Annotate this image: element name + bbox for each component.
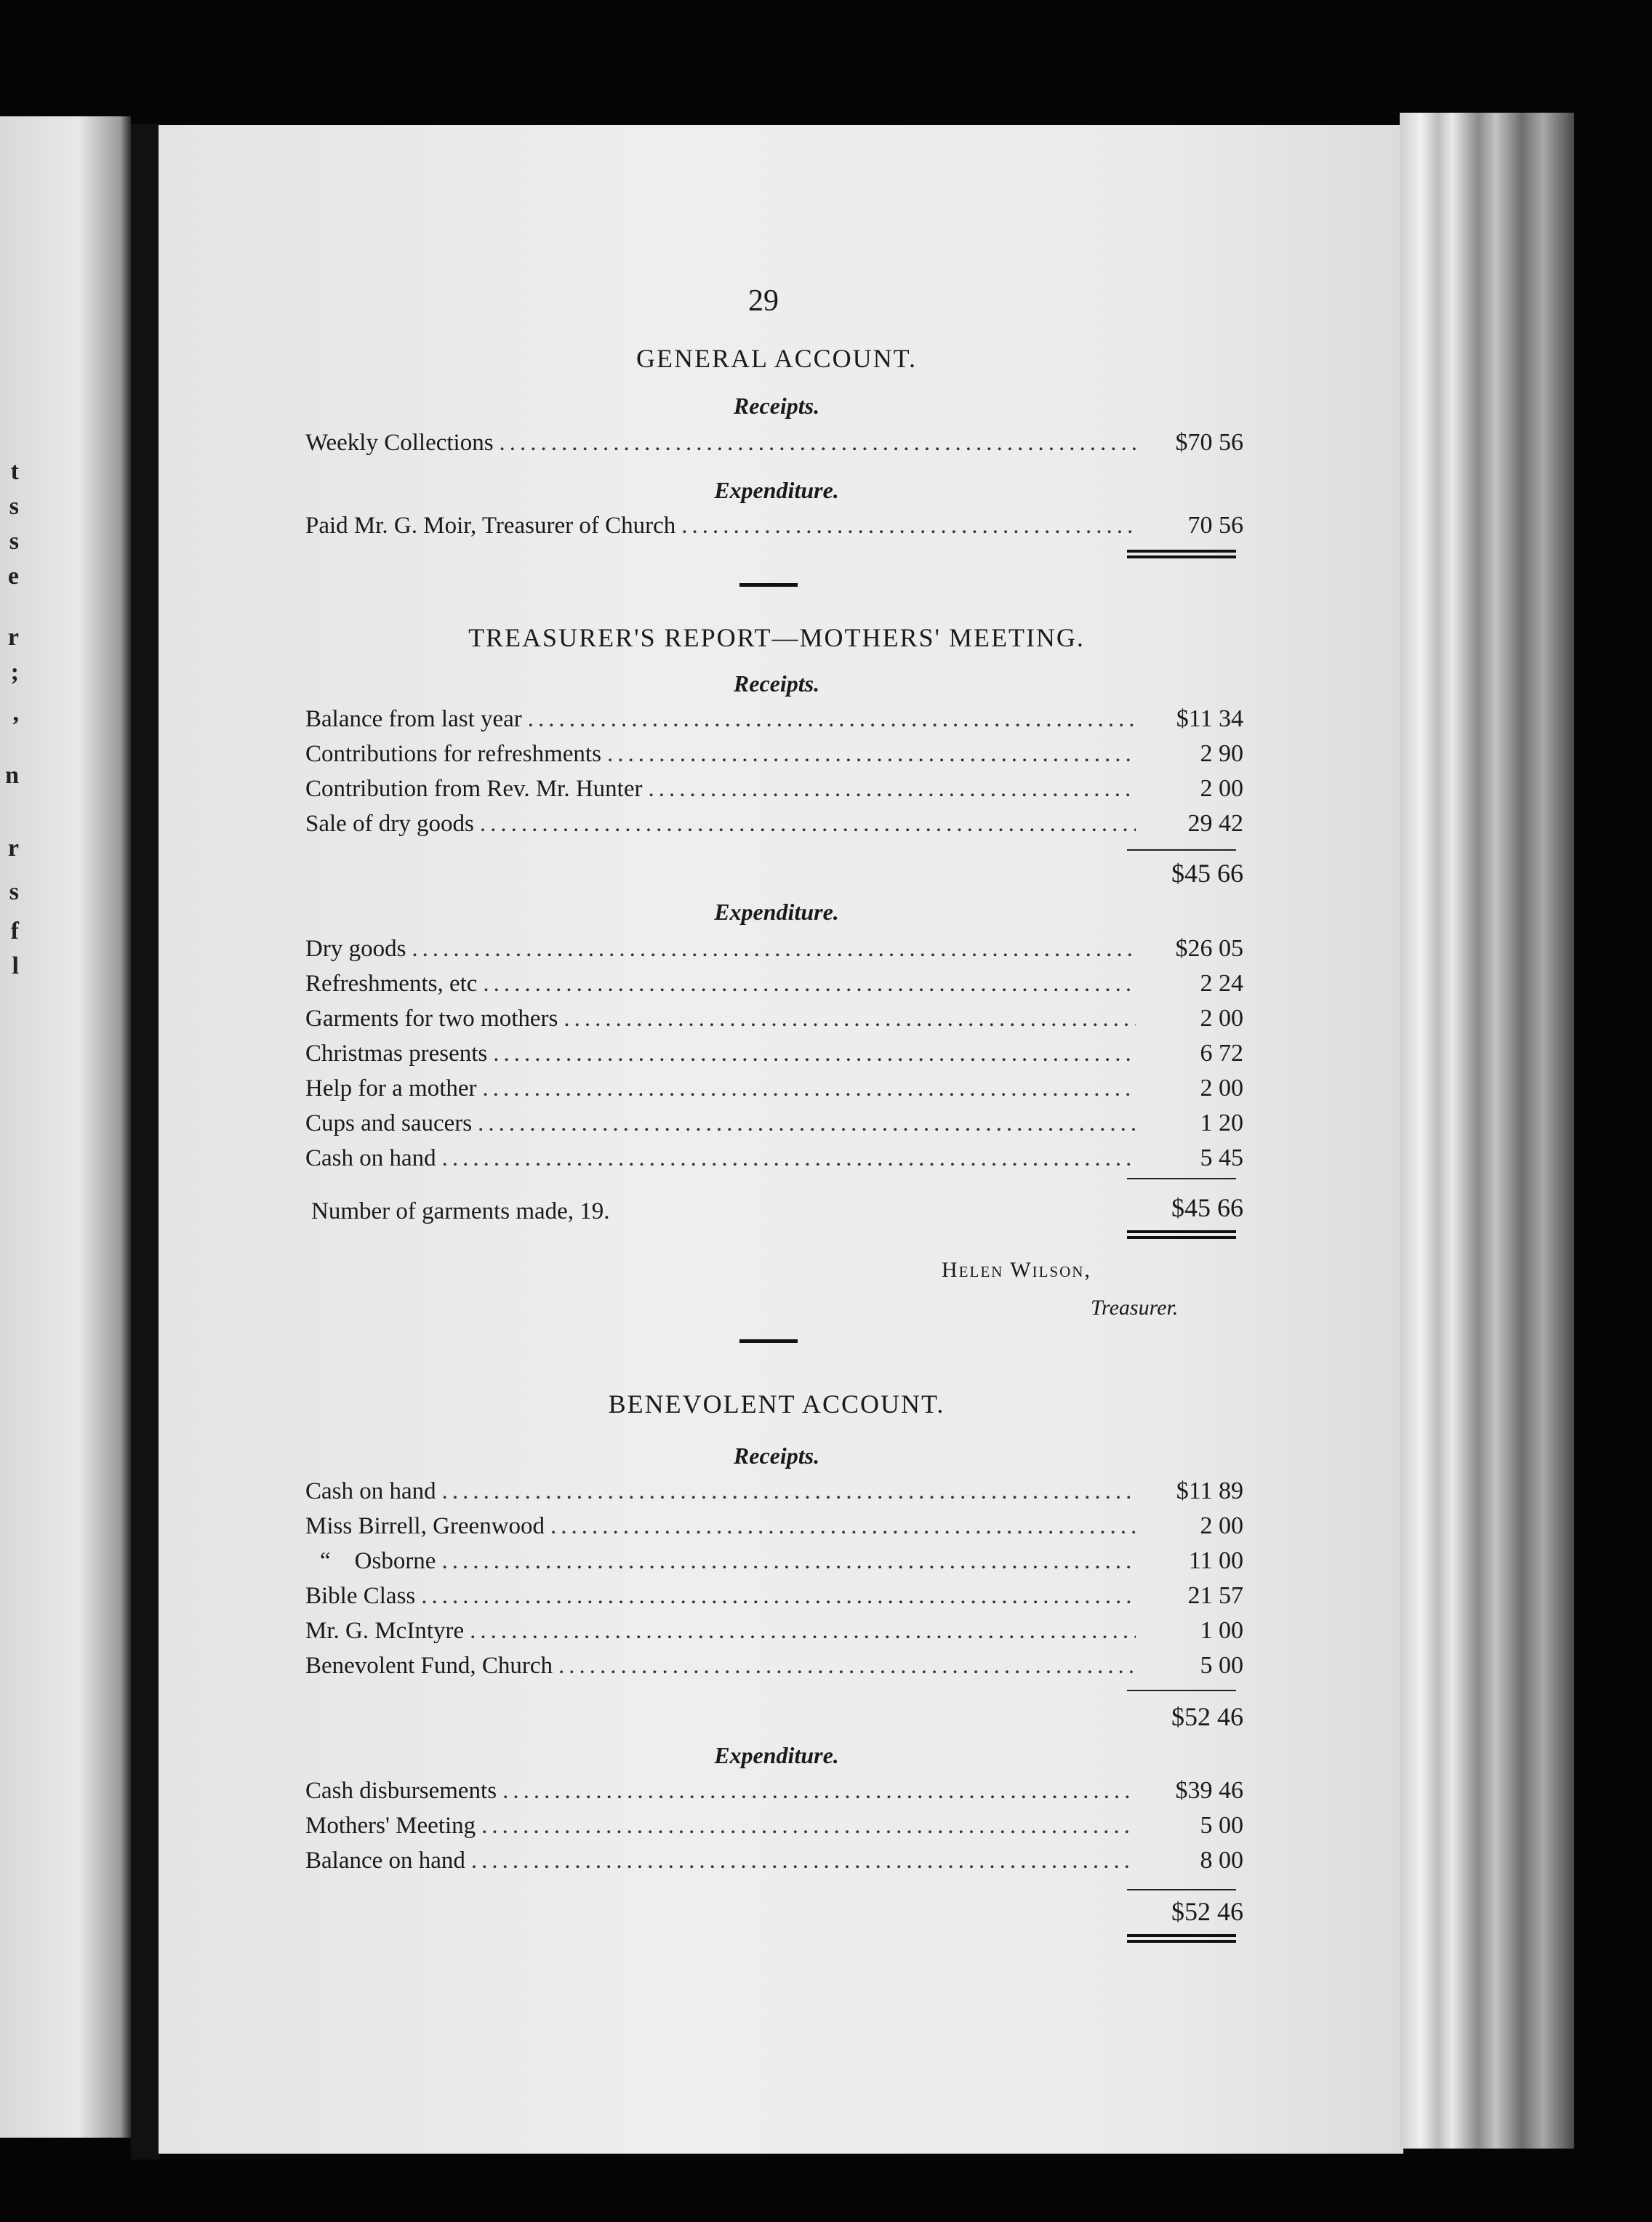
margin-letter: r <box>7 835 19 862</box>
ledger-label: “ Osborne <box>320 1548 436 1574</box>
benevolent-receipts-heading: Receipts. <box>733 1443 820 1469</box>
margin-letter: ; <box>10 659 19 686</box>
ledger-row <box>305 935 1243 968</box>
ledger-row <box>305 1005 1243 1038</box>
ledger-amount: 6 72 <box>1200 1040 1243 1067</box>
benevolent-expenditure-total: $52 46 <box>1171 1897 1243 1926</box>
ledger-label: Dry goods <box>305 936 406 962</box>
ledger-row <box>305 429 1243 462</box>
margin-letter: n <box>5 762 19 789</box>
benevolent-expenditure-heading: Expenditure. <box>714 1742 839 1768</box>
ledger-row <box>305 970 1243 1003</box>
margin-letter: s <box>9 878 19 905</box>
ledger-amount: $11 89 <box>1176 1477 1243 1504</box>
leader-dots <box>470 1618 1136 1645</box>
ledger-row <box>305 1652 1243 1685</box>
leader-dots <box>502 1778 1136 1805</box>
leader-dots <box>481 1813 1136 1840</box>
ledger-amount: 5 45 <box>1200 1144 1243 1171</box>
ledger-label: Balance on hand <box>305 1848 465 1874</box>
ledger-row <box>305 1582 1243 1616</box>
ledger-label: Benevolent Fund, Church <box>305 1653 553 1679</box>
mothers-receipts-total: $45 66 <box>1171 859 1243 888</box>
treasurer-name: Helen Wilson, <box>942 1258 1091 1282</box>
leader-dots <box>558 1653 1136 1680</box>
ledger-label: Cups and saucers <box>305 1110 473 1136</box>
sum-rule <box>1127 1690 1236 1691</box>
ledger-amount: $70 56 <box>1175 429 1243 456</box>
double-rule <box>1127 550 1236 558</box>
ledger-row <box>305 1512 1243 1546</box>
leader-dots <box>564 1006 1136 1032</box>
ledger-amount: 29 42 <box>1187 810 1243 837</box>
page-edges <box>1400 113 1574 2149</box>
general-account-title: GENERAL ACCOUNT. <box>636 344 917 373</box>
leader-dots <box>442 1478 1136 1505</box>
ledger-row <box>305 1812 1243 1845</box>
leader-dots <box>550 1513 1136 1540</box>
garments-note: Number of garments made, 19. <box>311 1198 610 1224</box>
leader-dots <box>483 971 1136 998</box>
ledger-row <box>305 1547 1243 1581</box>
ledger-row <box>305 775 1243 809</box>
ledger-amount: 2 24 <box>1200 970 1243 997</box>
ledger-label: Garments for two mothers <box>305 1006 558 1032</box>
sum-rule <box>1127 849 1236 851</box>
mothers-expenditure-total: $45 66 <box>1171 1193 1243 1222</box>
ledger-row <box>305 1777 1243 1810</box>
sum-rule <box>1127 1178 1236 1179</box>
leader-dots <box>500 430 1136 457</box>
margin-letter: f <box>10 918 19 944</box>
ledger-amount: 5 00 <box>1200 1652 1243 1679</box>
leader-dots <box>478 1110 1136 1137</box>
ledger-amount: 2 00 <box>1200 1512 1243 1539</box>
ledger-label: Mr. G. McIntyre <box>305 1618 465 1644</box>
double-rule <box>1127 1934 1236 1943</box>
leader-dots <box>421 1583 1136 1610</box>
ledger-amount: $11 34 <box>1176 705 1243 732</box>
ledger-row <box>305 1144 1243 1178</box>
ledger-label: Help for a mother <box>305 1075 477 1102</box>
ledger-amount: 2 90 <box>1200 740 1243 767</box>
leader-dots <box>412 936 1136 963</box>
facing-page-letters <box>0 458 22 987</box>
ledger-row <box>305 1847 1243 1880</box>
margin-letter: l <box>12 952 19 979</box>
ledger-amount: 1 20 <box>1200 1110 1243 1136</box>
mothers-expenditure-heading: Expenditure. <box>714 899 839 925</box>
ledger-amount: 21 57 <box>1187 1582 1243 1609</box>
ledger-label: Sale of dry goods <box>305 811 474 837</box>
ledger-label: Balance from last year <box>305 706 522 732</box>
ledger-label: Paid Mr. G. Moir, Treasurer of Church <box>305 513 676 539</box>
ledger-row <box>305 1477 1243 1511</box>
margin-letter: s <box>9 493 19 520</box>
mothers-receipts-heading: Receipts. <box>733 670 820 697</box>
ledger-amount: $39 46 <box>1175 1777 1243 1804</box>
ledger-label: Cash on hand <box>305 1145 436 1171</box>
ledger-label: Christmas presents <box>305 1040 488 1067</box>
ledger-amount: 5 00 <box>1200 1812 1243 1839</box>
double-rule <box>1127 1230 1236 1239</box>
ledger-row <box>305 1617 1243 1651</box>
margin-letter: t <box>10 458 19 485</box>
general-expenditure-heading: Expenditure. <box>714 477 839 503</box>
margin-letter: s <box>9 528 19 555</box>
section-divider <box>739 583 798 587</box>
ledger-amount: 8 00 <box>1200 1847 1243 1874</box>
ledger-row <box>305 1040 1243 1073</box>
ledger-label: Mothers' Meeting <box>305 1813 476 1839</box>
sum-rule <box>1127 1889 1236 1890</box>
general-receipts-heading: Receipts. <box>733 393 820 419</box>
ledger-amount: 2 00 <box>1200 1075 1243 1102</box>
ledger-label: Contributions for refreshments <box>305 741 601 767</box>
ledger-amount: 70 56 <box>1187 512 1243 539</box>
leader-dots <box>441 1548 1136 1575</box>
ledger-row <box>305 740 1243 774</box>
leader-dots <box>528 706 1136 733</box>
facing-page <box>0 116 131 2138</box>
ledger-row <box>305 705 1243 739</box>
leader-dots <box>483 1075 1136 1102</box>
margin-letter: e <box>7 563 19 590</box>
benevolent-account-title: BENEVOLENT ACCOUNT. <box>608 1389 945 1419</box>
ledger-label: Bible Class <box>305 1583 416 1609</box>
leader-dots <box>607 741 1136 768</box>
treasurer-title: Treasurer. <box>1091 1296 1179 1320</box>
ledger-label: Contribution from Rev. Mr. Hunter <box>305 776 643 802</box>
mothers-meeting-title: TREASURER'S REPORT—MOTHERS' MEETING. <box>468 623 1085 652</box>
ledger-row <box>305 810 1243 843</box>
ledger-label: Miss Birrell, Greenwood <box>305 1513 545 1539</box>
leader-dots <box>442 1145 1136 1172</box>
ledger-row <box>305 512 1243 545</box>
ledger-label: Cash on hand <box>305 1478 436 1504</box>
ledger-label: Cash disbursements <box>305 1778 497 1804</box>
page-number: 29 <box>748 284 779 318</box>
leader-dots <box>471 1848 1136 1874</box>
ledger-label: Refreshments, etc <box>305 971 478 997</box>
benevolent-receipts-total: $52 46 <box>1171 1702 1243 1731</box>
ledger-row <box>305 1110 1243 1143</box>
ledger-amount: 11 00 <box>1188 1547 1243 1574</box>
ledger-amount: 2 00 <box>1200 1005 1243 1032</box>
ledger-amount: 1 00 <box>1200 1617 1243 1644</box>
leader-dots <box>648 776 1136 803</box>
book-gutter <box>131 124 160 2159</box>
margin-letter: r <box>7 624 19 651</box>
margin-letter: , <box>12 699 19 726</box>
leader-dots <box>493 1040 1136 1067</box>
leader-dots <box>681 513 1136 540</box>
ledger-amount: 2 00 <box>1200 775 1243 802</box>
leader-dots <box>480 811 1136 838</box>
ledger-label: Weekly Collections <box>305 430 494 456</box>
section-divider <box>739 1339 798 1343</box>
ledger-row <box>305 1075 1243 1108</box>
ledger-amount: $26 05 <box>1175 935 1243 962</box>
